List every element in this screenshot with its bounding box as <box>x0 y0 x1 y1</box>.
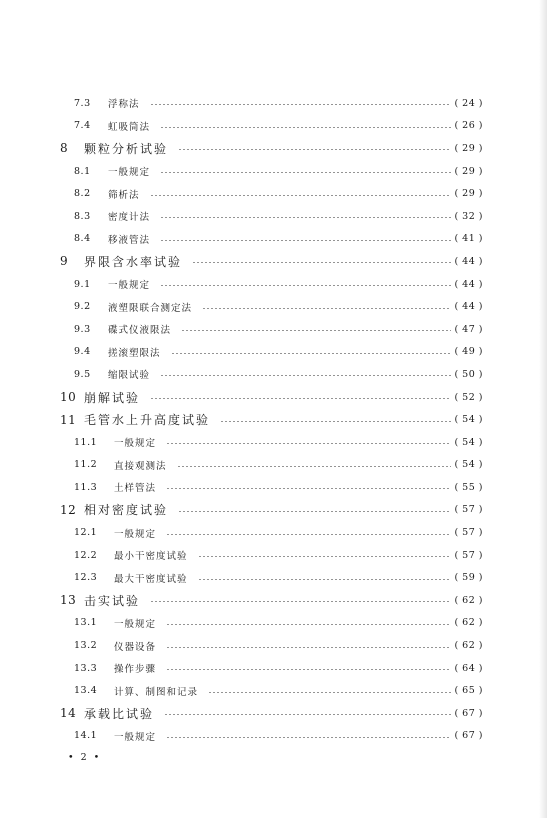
toc-entry-page: ( 67 ) <box>454 707 483 719</box>
toc-entry-number: 9.4 <box>74 346 91 358</box>
toc-dot-leader <box>166 647 451 648</box>
toc-entry-title: 崩解试验 <box>84 390 141 405</box>
toc-dot-leader <box>166 488 451 489</box>
toc-dot-leader <box>160 127 451 128</box>
toc-entry <box>0 160 547 183</box>
toc-dot-leader <box>160 217 451 218</box>
toc-entry-page: ( 41 ) <box>454 233 483 245</box>
toc-entry-number: 13.4 <box>74 685 98 697</box>
toc-dot-leader <box>160 172 451 173</box>
toc-entry-title: 一般规定 <box>114 731 157 743</box>
toc-dot-leader <box>160 285 451 286</box>
toc-dot-leader <box>166 624 451 625</box>
toc-entry-page: ( 29 ) <box>454 188 483 200</box>
toc-dot-leader <box>202 308 451 309</box>
toc-entry-title: 密度计法 <box>108 212 151 224</box>
toc-entry-number: 14.1 <box>74 730 98 742</box>
toc-entry <box>0 476 547 499</box>
toc-dot-leader <box>150 195 452 196</box>
toc-entry <box>0 363 547 386</box>
toc-entry-page: ( 65 ) <box>454 685 483 697</box>
toc-entry-page: ( 64 ) <box>454 662 483 674</box>
toc-entry <box>0 589 547 612</box>
toc-entry-page: ( 57 ) <box>454 504 483 516</box>
toc-entry <box>0 205 547 228</box>
toc-entry-page: ( 54 ) <box>454 414 483 426</box>
toc-entry-page: ( 44 ) <box>454 301 483 313</box>
toc-entry <box>0 544 547 567</box>
toc-entry-page: ( 32 ) <box>454 210 483 222</box>
toc-entry-title: 虹吸筒法 <box>108 121 151 133</box>
toc-entry-number: 13.3 <box>74 662 98 674</box>
toc-entry-page: ( 44 ) <box>454 255 483 267</box>
toc-entry-page: ( 24 ) <box>454 97 483 109</box>
toc-entry-page: ( 62 ) <box>454 640 483 652</box>
toc-entry <box>0 250 547 273</box>
toc-entry-page: ( 54 ) <box>454 459 483 471</box>
toc-entry-title: 土样管法 <box>114 483 157 495</box>
toc-entry-title: 界限含水率试验 <box>84 254 183 269</box>
toc-entry-number: 14 <box>60 706 77 721</box>
toc-entry-number: 7.4 <box>74 120 91 132</box>
toc-entry-page: ( 59 ) <box>454 572 483 584</box>
toc-entry-page: ( 55 ) <box>454 481 483 493</box>
toc-entry-number: 12.2 <box>74 549 98 561</box>
toc-dot-leader <box>166 534 451 535</box>
toc-entry-number: 8 <box>60 141 69 156</box>
toc-entry <box>0 341 547 364</box>
toc-entry <box>0 295 547 318</box>
toc-entry-number: 7.3 <box>74 97 91 109</box>
toc-dot-leader <box>150 398 451 399</box>
toc-dot-leader <box>160 375 451 376</box>
toc-dot-leader <box>166 737 451 738</box>
toc-entry-page: ( 62 ) <box>454 617 483 629</box>
toc-entry <box>0 273 547 296</box>
toc-entry <box>0 702 547 725</box>
toc-entry <box>0 431 547 454</box>
toc-dot-leader <box>181 330 451 331</box>
toc-entry <box>0 137 547 160</box>
toc-dot-leader <box>164 714 451 715</box>
toc-entry-title: 毛管水上升高度试验 <box>84 413 211 428</box>
toc-entry <box>0 725 547 748</box>
toc-entry-page: ( 49 ) <box>454 346 483 358</box>
toc-entry-title: 承载比试验 <box>84 706 155 721</box>
toc-entry-page: ( 54 ) <box>454 436 483 448</box>
toc-entry-number: 12 <box>60 502 77 517</box>
toc-entry-number: 13.2 <box>74 640 98 652</box>
toc-entry-title: 仪器设备 <box>114 641 157 653</box>
toc-entry-number: 9 <box>60 254 69 269</box>
toc-entry <box>0 92 547 115</box>
toc-entry-title: 碟式仪液限法 <box>108 325 172 337</box>
toc-entry-title: 液塑限联合测定法 <box>108 302 193 314</box>
toc-entry-number: 9.1 <box>74 278 91 290</box>
toc-entry <box>0 228 547 251</box>
toc-entry <box>0 657 547 680</box>
toc-entry-title: 移液管法 <box>108 234 151 246</box>
toc-dot-leader <box>166 669 451 670</box>
toc-dot-leader <box>208 692 451 693</box>
toc-entry-title: 缩限试验 <box>108 370 151 382</box>
toc-dot-leader <box>150 104 452 105</box>
toc-dot-leader <box>171 353 452 354</box>
toc-entry-title: 一般规定 <box>114 528 157 540</box>
toc-entry-number: 9.3 <box>74 323 91 335</box>
toc-dot-leader <box>150 601 451 602</box>
table-of-contents <box>0 92 547 747</box>
toc-dot-leader <box>178 149 451 150</box>
toc-entry-number: 10 <box>60 390 77 405</box>
toc-entry-number: 12.1 <box>74 527 98 539</box>
toc-entry-title: 计算、制图和记录 <box>114 686 199 698</box>
toc-dot-leader <box>198 556 452 557</box>
toc-entry-number: 8.2 <box>74 188 91 200</box>
toc-entry-page: ( 52 ) <box>454 391 483 403</box>
toc-entry <box>0 386 547 409</box>
toc-entry-page: ( 62 ) <box>454 594 483 606</box>
toc-dot-leader <box>192 262 451 263</box>
toc-entry-title: 颗粒分析试验 <box>84 141 169 156</box>
toc-dot-leader <box>220 421 451 422</box>
toc-entry-page: ( 57 ) <box>454 549 483 561</box>
toc-entry-number: 13 <box>60 593 77 608</box>
toc-entry-title: 一般规定 <box>108 280 151 292</box>
toc-entry-number: 13.1 <box>74 617 98 629</box>
toc-entry <box>0 182 547 205</box>
toc-entry-title: 筛析法 <box>108 189 140 201</box>
toc-entry-title: 操作步骤 <box>114 664 157 676</box>
toc-entry-title: 浮称法 <box>108 99 140 111</box>
toc-entry-page: ( 29 ) <box>454 165 483 177</box>
toc-entry <box>0 679 547 702</box>
toc-entry-number: 8.3 <box>74 210 91 222</box>
toc-entry-number: 9.5 <box>74 368 91 380</box>
page-number-footer: • 2 • <box>68 752 102 763</box>
toc-entry-title: 直接观测法 <box>114 460 167 472</box>
toc-entry-title: 相对密度试验 <box>84 503 169 518</box>
toc-entry-title: 最小干密度试验 <box>114 551 188 563</box>
toc-entry <box>0 634 547 657</box>
toc-entry-number: 9.2 <box>74 301 91 313</box>
toc-entry-page: ( 44 ) <box>454 278 483 290</box>
toc-entry-number: 11 <box>60 412 77 427</box>
toc-entry <box>0 318 547 341</box>
toc-dot-leader <box>198 579 452 580</box>
toc-entry-title: 搓滚塑限法 <box>108 347 161 359</box>
toc-entry-page: ( 47 ) <box>454 323 483 335</box>
toc-entry <box>0 521 547 544</box>
toc-entry-number: 11.3 <box>74 481 98 493</box>
toc-entry-title: 一般规定 <box>108 167 151 179</box>
toc-entry <box>0 612 547 635</box>
toc-entry <box>0 454 547 477</box>
toc-entry <box>0 566 547 589</box>
toc-entry-page: ( 57 ) <box>454 527 483 539</box>
toc-entry-number: 8.1 <box>74 165 91 177</box>
toc-dot-leader <box>177 466 452 467</box>
toc-entry <box>0 115 547 138</box>
toc-entry-title: 一般规定 <box>114 618 157 630</box>
toc-entry <box>0 408 547 431</box>
toc-dot-leader <box>166 443 451 444</box>
toc-entry-page: ( 26 ) <box>454 120 483 132</box>
toc-dot-leader <box>160 240 451 241</box>
toc-entry-title: 最大干密度试验 <box>114 573 188 585</box>
toc-entry-title: 击实试验 <box>84 593 141 608</box>
toc-entry-page: ( 50 ) <box>454 368 483 380</box>
toc-entry <box>0 499 547 522</box>
toc-dot-leader <box>178 511 451 512</box>
toc-entry-page: ( 29 ) <box>454 142 483 154</box>
toc-entry-number: 12.3 <box>74 572 98 584</box>
toc-entry-title: 一般规定 <box>114 438 157 450</box>
toc-entry-number: 11.2 <box>74 459 98 471</box>
toc-entry-page: ( 67 ) <box>454 730 483 742</box>
toc-entry-number: 8.4 <box>74 233 91 245</box>
toc-entry-number: 11.1 <box>74 436 98 448</box>
